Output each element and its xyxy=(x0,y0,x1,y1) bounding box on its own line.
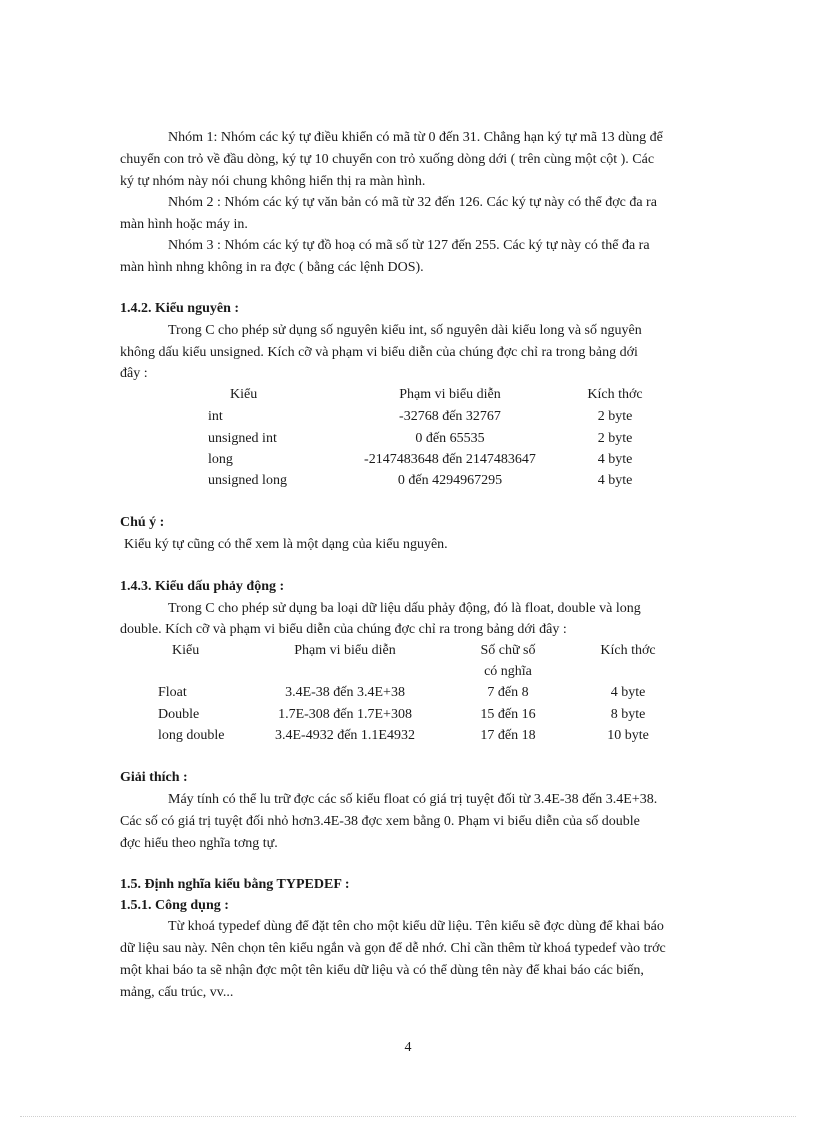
page-number: 4 xyxy=(404,1040,412,1055)
float-table-row-type: Double xyxy=(158,707,200,722)
float-table-header-type: Kiểu xyxy=(172,643,200,658)
page-bottom-divider xyxy=(20,1116,796,1117)
sec142-line-3: đây : xyxy=(120,366,148,381)
sec151-line-4: mảng, cấu trúc, vv... xyxy=(120,985,234,1000)
section-heading-1-5: 1.5. Định nghĩa kiểu bằng TYPEDEF : xyxy=(120,877,350,892)
group1-line-1: Nhóm 1: Nhóm các ký tự điều khiển có mã từ 0 đến 31. Chẳng hạn ký tự mã 13 dùng để xyxy=(168,130,663,145)
section-heading-1-4-3: 1.4.3. Kiểu dấu phảy động : xyxy=(120,579,285,594)
section-heading-1-5-1: 1.5.1. Công dụng : xyxy=(120,898,229,913)
group1-line-3: ký tự nhóm này nói chung không hiển thị ra màn hình. xyxy=(120,174,426,189)
float-table-row-range: 1.7E-308 đến 1.7E+308 xyxy=(278,707,412,722)
note-heading: Chú ý : xyxy=(120,515,165,530)
float-table-row-type: Float xyxy=(158,685,187,700)
explain-line-3: đợc hiểu theo nghĩa tơng tự. xyxy=(120,836,278,851)
sec142-line-2: không dấu kiểu unsigned. Kích cỡ và phạm vi biểu diễn của chúng đợc chỉ ra trong bảng dới xyxy=(120,345,638,360)
float-table-row-range: 3.4E-4932 đến 1.1E4932 xyxy=(275,728,415,743)
float-table-row-range: 3.4E-38 đến 3.4E+38 xyxy=(285,685,405,700)
sec151-line-3: một khai báo ta sẽ nhận đợc một tên kiểu dữ liệu và có thể dùng tên này để khai báo các biến, xyxy=(120,963,644,978)
sec142-line-1: Trong C cho phép sử dụng số nguyên kiểu int, số nguyên dài kiểu long và số nguyên xyxy=(168,323,642,338)
group2-line-1: Nhóm 2 : Nhóm các ký tự văn bản có mã từ 32 đến 126. Các ký tự này có thể đợc đa ra xyxy=(168,195,657,210)
int-table-row-range: 0 đến 4294967295 xyxy=(397,473,503,488)
int-table-row-type: unsigned int xyxy=(208,431,277,446)
group3-line-2: màn hình nhng không in ra đợc ( bằng các lệnh DOS). xyxy=(120,260,424,275)
float-table-header-range: Phạm vi biểu diễn xyxy=(294,643,396,658)
int-table-row-range: 0 đến 65535 xyxy=(415,431,485,446)
int-table-row-type: unsigned long xyxy=(208,473,287,488)
sec151-line-1: Từ khoá typedef dùng để đặt tên cho một kiểu dữ liệu. Tên kiểu sẽ đợc dùng để khai báo xyxy=(168,919,664,934)
float-table-header-digits-2: có nghĩa xyxy=(484,664,532,679)
float-table-row-digits: 17 đến 18 xyxy=(480,728,536,743)
int-table-row-type: int xyxy=(208,409,223,424)
float-table-row-size: 10 byte xyxy=(607,728,649,743)
sec143-line-2: double. Kích cỡ và phạm vi biểu diễn của chúng đợc chỉ ra trong bảng dới đây : xyxy=(120,622,567,637)
float-table-row-digits: 7 đến 8 xyxy=(487,685,529,700)
int-table-header-range: Phạm vi biểu diễn xyxy=(399,387,501,402)
float-table-row-size: 4 byte xyxy=(610,685,646,700)
int-table-row-range: -2147483648 đến 2147483647 xyxy=(364,452,536,467)
float-table-row-type: long double xyxy=(158,728,225,743)
group3-line-1: Nhóm 3 : Nhóm các ký tự đồ hoạ có mã số từ 127 đến 255. Các ký tự này có thể đa ra xyxy=(168,238,650,253)
int-table-row-size: 4 byte xyxy=(597,452,633,467)
int-table-row-size: 2 byte xyxy=(597,431,633,446)
sec143-line-1: Trong C cho phép sử dụng ba loại dữ liệu dấu phảy động, đó là float, double và long xyxy=(168,601,641,616)
int-table-row-range: -32768 đến 32767 xyxy=(399,409,501,424)
float-table-header-size: Kích thớc xyxy=(600,643,656,658)
int-table-header-size: Kích thớc xyxy=(587,387,643,402)
int-table-row-size: 2 byte xyxy=(597,409,633,424)
explain-line-2: Các số có giá trị tuyệt đối nhỏ hơn3.4E-38 đợc xem bằng 0. Phạm vi biểu diễn của số double xyxy=(120,814,640,829)
explain-heading: Giải thích : xyxy=(120,770,188,785)
int-table-row-type: long xyxy=(208,452,233,467)
group2-line-2: màn hình hoặc máy in. xyxy=(120,217,248,232)
sec151-line-2: dữ liệu sau này. Nên chọn tên kiểu ngắn và gọn để dễ nhớ. Chỉ cần thêm từ khoá typedef vào trớc xyxy=(120,941,666,956)
section-heading-1-4-2: 1.4.2. Kiểu nguyên : xyxy=(120,301,240,316)
int-table-header-type: Kiểu xyxy=(230,387,258,402)
float-table-row-digits: 15 đến 16 xyxy=(480,707,536,722)
group1-line-2: chuyển con trỏ về đầu dòng, ký tự 10 chuyển con trỏ xuống dòng dới ( trên cùng một cột ). Các xyxy=(120,152,655,167)
note-text: Kiểu ký tự cũng có thể xem là một dạng của kiểu nguyên. xyxy=(124,537,448,552)
explain-line-1: Máy tính có thể lu trữ đợc các số kiểu float có giá trị tuyệt đối từ 3.4E-38 đến 3.4E+38. xyxy=(168,792,658,807)
float-table-header-digits: Số chữ số xyxy=(480,643,536,658)
float-table-row-size: 8 byte xyxy=(610,707,646,722)
int-table-row-size: 4 byte xyxy=(597,473,633,488)
